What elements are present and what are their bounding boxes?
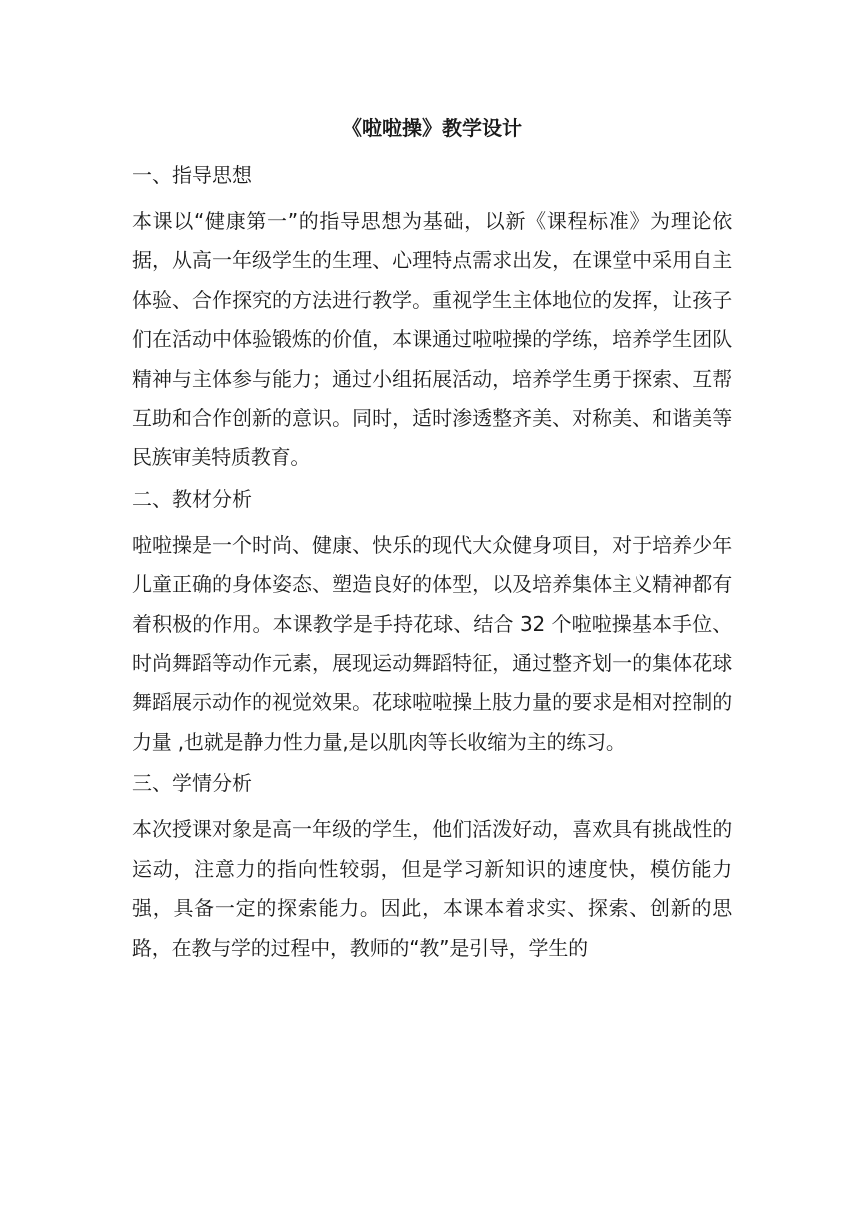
section-material-analysis bbox=[132, 479, 732, 762]
section-paragraph: 啦啦操是一个时尚、健康、快乐的现代大众健身项目，对于培养少年儿童正确的身体姿态、塑造良好的体型，以及培养集体主义精神都有着积极的作用。本课教学是手持花球、结合 32 个啦啦操基本手位、时尚舞蹈等动作元素，展现运动舞蹈特征，通过整齐划一的集体花球舞蹈展示动作的视觉效果。花球啦啦操上肢力量的要求是相对控制的力量 ,也就是静力性力量,是以肌肉等长收缩为主的练习。 bbox=[132, 532, 732, 754]
section-guiding-ideology bbox=[132, 155, 732, 478]
section-heading: 二、教材分析 bbox=[132, 486, 252, 511]
section-heading: 一、指导思想 bbox=[132, 163, 252, 187]
section-paragraph: 本次授课对象是高一年级的学生，他们活泼好动，喜欢具有挑战性的运动，注意力的指向性较弱，但是学习新知识的速度快，模仿能力强，具备一定的探索能力。因此，本课本着求实、探索、创新的思路，在教与学的过程中，教师的“教”是引导，学生的 bbox=[132, 817, 732, 960]
document-page bbox=[132, 112, 732, 969]
section-student-analysis bbox=[132, 763, 732, 968]
section-heading: 三、学情分析 bbox=[132, 771, 252, 796]
section-paragraph: 本课以“健康第一”的指导思想为基础，以新《课程标准》为理论依据，从高一年级学生的生理、心理特点需求出发，在课堂中采用自主体验、合作探究的方法进行教学。重视学生主体地位的发挥，让孩子们在活动中体验锻炼的价值，本课通过啦啦操的学练，培养学生团队精神与主体参与能力；通过小组拓展活动，培养学生勇于探索、互帮互助和合作创新的意识。同时，适时渗透整齐美、对称美、和谐美等民族审美特质教育。 bbox=[132, 209, 732, 470]
document-title: 《啦啦操》教学设计 bbox=[342, 116, 522, 140]
